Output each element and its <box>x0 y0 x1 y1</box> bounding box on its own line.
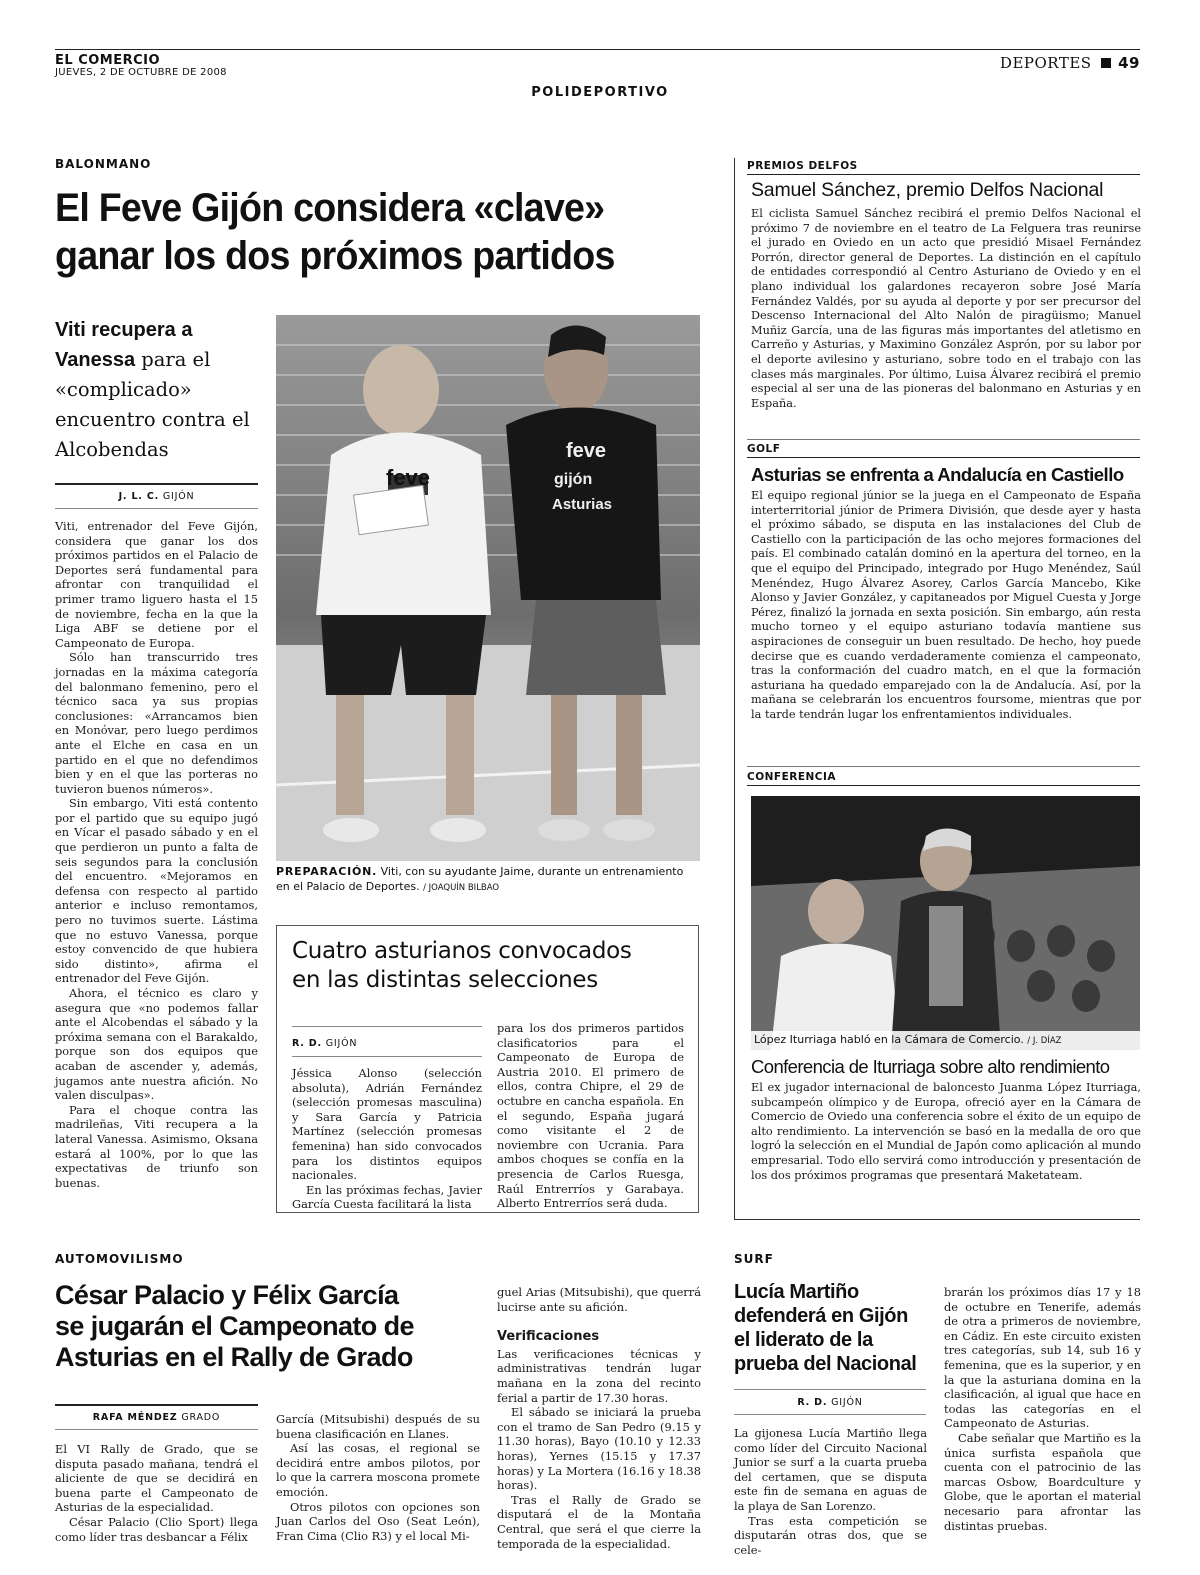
caption-label: PREPARACIÓN. <box>276 865 378 878</box>
page-number: 49 <box>1118 54 1140 72</box>
asturianos-headline <box>292 937 692 995</box>
balonmano-paragraph: Viti, entrenador del Feve Gijón, considera que ganar los dos próximos partidos en el Palacio de Deportes será fundamental para afrontar con tranquilidad el primer tramo liguero hasta el 15 de noviembre, fecha en la que la Liga ABF se detiene por el Campeonato de Europa. <box>55 519 258 650</box>
page-square-icon <box>1101 58 1111 68</box>
balonmano-subheadline <box>55 315 265 465</box>
shirt-logo-gijon: gijón <box>554 471 593 488</box>
conference-photo-illustration <box>751 796 1140 1050</box>
automovilismo-headline <box>55 1280 495 1373</box>
balonmano-photo <box>276 315 700 861</box>
balonmano-subheadline-bold: Viti recupera a Vanessa <box>55 319 193 371</box>
automovilismo-paragraph: César Palacio (Clio Sport) llega como líder tras desbancar a Félix <box>55 1514 258 1544</box>
automovilismo-col-2 <box>276 1412 480 1543</box>
surf-headline <box>734 1280 934 1376</box>
masthead-paper-name: EL COMERCIO <box>55 53 161 68</box>
surf-paragraph: Tras esta competición se disputarán otras dos, que se cele- <box>734 1513 927 1557</box>
conferencia-photo <box>751 796 1140 1050</box>
asturianos-paragraph: En las próximas fechas, Javier García Cuesta facilitará la lista <box>292 1182 482 1212</box>
automovilismo-headline-line-1: César Palacio y Félix García <box>55 1280 399 1310</box>
balonmano-headline-line-1: El Feve Gijón considera «clave» <box>55 186 605 230</box>
conferencia-headline: Conferencia de Iturriaga sobre alto rendimiento <box>751 1056 1110 1077</box>
balonmano-headline <box>55 184 694 280</box>
byline-place: GIJÓN <box>325 1038 358 1049</box>
surf-col-1 <box>734 1426 927 1557</box>
surf-label: SURF <box>734 1252 774 1266</box>
balonmano-paragraph: Sólo han transcurrido tres jornadas en la máxima categoría del balonmano femenino, pero el técnico saca ya sus propias conclusiones: «Arrancamos bien en Monóvar, pero luego perdimos ante el Elche en casa en un partido en el que no defendimos bien y en el que las porteras no tuvieron buenos números». <box>55 650 258 796</box>
asturianos-headline-line-1: Cuatro asturianos convocados <box>292 938 632 964</box>
balonmano-paragraph: Sin embargo, Viti está contento por el partido que su equipo jugó en Vícar el pasado sábado y en el que perdieron un punto a falta de seis segundos para la conclusión del encuentro. «Mejoramos en defensa con respecto al partido anterior e incluso remontamos, pero no tuvimos suerte. Lástima que no estuvo Vanessa, porque estoy convencido de que hubiera sido distinto», afirma el entrenador del Feve Gijón. <box>55 796 258 986</box>
automovilismo-label: AUTOMOVILISMO <box>55 1252 184 1266</box>
automovilismo-byline <box>55 1412 258 1423</box>
balonmano-label: BALONMANO <box>55 157 152 171</box>
shirt-logo-feve-left: feve <box>386 465 431 490</box>
asturianos-paragraph: Jéssica Alonso (selección absoluta), Adrián Fernández (selección promesas masculina) y Sara García y Patricia Martínez (selección promesas femenina) han sido convocados para los distintos equipos nacionales. <box>292 1066 482 1183</box>
automovilismo-subhead: Verificaciones <box>497 1329 600 1345</box>
byline-author: R. D. <box>797 1397 828 1408</box>
balonmano-paragraph: Ahora, el técnico es claro y asegura que «no podemos fallar ante el Alcobendas el sábado y la próxima semana con el Barakaldo, porque son dos equipos que acaban de ascender y, además, jugamos ante nuestra afición. No valen disculpas». <box>55 986 258 1103</box>
byline-place: GIJÓN <box>831 1397 863 1408</box>
golf-paragraph: El equipo regional júnior se la juega en el Campeonato de España interterritorial júnior de Primera División, que desde ayer y hasta el próximo sábado, se disputa en las instalaciones del Club de Castiello con la participación de las ocho mejores formaciones del país. El combinado catalán dominó en la apertura del torneo, en la que el equipo del Principado, integrado por Hugo Menéndez, Saúl Menéndez, Hugo Álvarez Asorey, Carlos García Mancebo, Kike Alonso y Javier González, y capitaneados por Miguel Cuesta y Jorge Pérez, finalizó la jornada en sexta posición. Sin embargo, aún resta mucho torneo y el equipo asturiano todavía mantiene sus aspiraciones de conseguir un buen resultado. De hecho, hoy puede decirse que es cuando verdaderamente comienza el campeonato, tras la conformación del cuadro match, en el que la formación asturiana ha quedado emparejado con la de Andalucía. Así, por la mañana se celebrarán los encuentros foursome, mientras que por la tarde tendrán lugar los enfrentamientos individuales. <box>751 489 1141 721</box>
asturianos-paragraph: para los dos primeros partidos clasificatorios para el Campeonato de Europa de Austria 2010. El primero de ellos, contra Chipre, el 29 de octubre en cancha española. En el segundo, España jugará como visitante el 2 de noviembre con Ucrania. Para ambos choques se confía en la presencia de Carlos Ruesga, Raúl Entrerríos y Garabaya. Alberto Entrerríos será duda. <box>497 1021 684 1211</box>
surf-byline <box>734 1397 926 1408</box>
automovilismo-headline-line-3: Asturias en el Rally de Grado <box>55 1342 413 1372</box>
balonmano-headline-line-2: ganar los dos próximos partidos <box>55 234 615 278</box>
byline-author: J. L. C. <box>118 491 159 502</box>
masthead-date: JUEVES, 2 DE OCTUBRE DE 2008 <box>55 67 227 78</box>
asturianos-byline <box>292 1038 357 1049</box>
training-photo-illustration <box>276 315 700 861</box>
caption-text: López Iturriaga habló en la Cámara de Comercio. <box>754 1033 1024 1046</box>
balonmano-photo-caption <box>276 864 700 896</box>
surf-headline-line-1: Lucía Martiño <box>734 1281 859 1303</box>
surf-paragraph: brarán los próximos días 17 y 18 de octubre en Tenerife, además de otra a primeros de noviembre, en Cádiz. En este circuito existen tres categorías, sub 14, sub 16 y femenina, que es la superior, y en la que la asturiana domina en la clasificación, al igual que hace en todas las categorías en el Campeonato de Asturias. <box>944 1285 1141 1431</box>
shirt-logo-feve-right: feve <box>566 440 607 462</box>
balonmano-subheadline-rest: para el «complicado» encuentro contra el Alcobendas <box>55 348 250 461</box>
asturianos-col-1 <box>292 1066 482 1212</box>
automovilismo-paragraph: García (Mitsubishi) después de su buena clasificación en Llanes. <box>276 1412 480 1441</box>
conferencia-caption <box>751 1031 1140 1050</box>
masthead-section <box>980 54 1140 72</box>
delfos-label: PREMIOS DELFOS <box>747 160 858 172</box>
byline-author: R. D. <box>292 1038 322 1049</box>
caption-credit: / J. DÍAZ <box>1027 1036 1062 1046</box>
surf-paragraph: La gijonesa Lucía Martiño llega como líder del Circuito Nacional Junior se surf a la cuarta prueba del certamen, que se disputa este fin de semana en aguas de la playa de San Lorenzo. <box>734 1426 927 1513</box>
asturianos-headline-line-2: en las distintas selecciones <box>292 967 598 993</box>
automovilismo-headline-line-2: se jugarán el Campeonato de <box>55 1311 414 1341</box>
surf-headline-line-4: prueba del Nacional <box>734 1353 917 1375</box>
caption-text: Viti, con su ayudante Jaime, durante un entrenamiento en el Palacio de Deportes. <box>276 865 684 893</box>
byline-place: GRADO <box>181 1412 221 1423</box>
surf-headline-line-2: defenderá en Gijón <box>734 1305 908 1327</box>
automovilismo-col-3 <box>497 1285 701 1551</box>
conferencia-paragraph: El ex jugador internacional de baloncesto Juanma López Iturriaga, subcampeón olímpico y de Europa, ofreció ayer en la Cámara de Comercio de Oviedo una conferencia sobre el éxito de un equipo de alto rendimiento. La intervención se basó en la medalla de oro que logró la selección en el Mundial de Japón como aplicación al mundo empresarial. Todo ello servirá como introducción y presentación de los dos próximos programas que presentará Maketateam. <box>751 1081 1141 1182</box>
subsection-title: POLIDEPORTIVO <box>531 85 669 100</box>
golf-label: GOLF <box>747 443 781 455</box>
automovilismo-paragraph: Así las cosas, el regional se decidirá entre ambos pilotos, por lo que la carrera moscona promete emoción. <box>276 1441 480 1499</box>
automovilismo-paragraph: guel Arias (Mitsubishi), que querrá lucirse ante su afición. <box>497 1285 701 1314</box>
shirt-logo-asturias: Asturias <box>552 496 613 513</box>
conferencia-label: CONFERENCIA <box>747 771 837 783</box>
balonmano-body <box>55 519 258 1190</box>
golf-body <box>751 489 1141 723</box>
section-name: DEPORTES <box>999 54 1092 72</box>
automovilismo-col-1 <box>55 1442 258 1544</box>
surf-col-2 <box>944 1285 1141 1533</box>
automovilismo-paragraph: Las verificaciones técnicas y administrativas tendrán lugar mañana en la zona del recinto ferial a partir de 17.30 horas. <box>497 1346 701 1405</box>
asturianos-col-2 <box>497 1021 684 1211</box>
surf-paragraph: Cabe señalar que Martiño es la única surfista española que cuenta con el patrocinio de las marcas Osbow, Boardculture y Globe, que le aportan el material necesario para afrontar las distintas pruebas. <box>944 1430 1141 1533</box>
caption-credit: / JOAQUÍN BILBAO <box>423 883 500 893</box>
automovilismo-paragraph: Tras el Rally de Grado se disputará el de la Montaña Central, que será el que cierre la temporada de la especialidad. <box>497 1492 701 1551</box>
conferencia-body <box>751 1081 1141 1183</box>
balonmano-paragraph: Para el choque contra las madrileñas, Viti recupera a la lateral Vanessa. Asimismo, Oksana estará al 100%, por lo que las expectativas de triunfo son buenas. <box>55 1102 258 1190</box>
surf-headline-line-3: el liderato de la <box>734 1329 873 1351</box>
balonmano-byline <box>55 491 258 502</box>
delfos-headline: Samuel Sánchez, premio Delfos Nacional <box>751 179 1104 201</box>
automovilismo-paragraph: Otros pilotos con opciones son Juan Carlos del Oso (Seat León), Fran Cima (Clio R3) y el local Mi- <box>276 1499 480 1543</box>
golf-headline: Asturias se enfrenta a Andalucía en Castiello <box>751 464 1124 485</box>
delfos-body <box>751 207 1141 411</box>
byline-author: RAFA MÉNDEZ <box>92 1412 178 1423</box>
automovilismo-paragraph: El VI Rally de Grado, que se disputa pasado mañana, tendrá el aliciente de que se decidirá en buena parte el Campeonato de Asturias de la especialidad. <box>55 1442 258 1515</box>
byline-place: GIJÓN <box>162 491 195 502</box>
automovilismo-paragraph: El sábado se iniciará la prueba con el tramo de San Pedro (9.15 y 11.30 horas), Bayo (10.10 y 12.33 horas), Yernes (15.15 y 17.37 horas) y La Mortera (16.16 y 18.38 horas). <box>497 1405 701 1493</box>
delfos-paragraph: El ciclista Samuel Sánchez recibirá el premio Delfos Nacional el próximo 7 de noviembre en el teatro de La Felguera tras reunirse el jurado en Oviedo en un acto que presidió Misael Fernández Porrón, director general de Deportes. La distinción en el capítulo de entidades correspondió al Centro Asturiano de Oviedo y en el plano individual los galardones recayeron sobre José María Fernández Valdés, por su ayuda al deporte y por ser precursor del Descenso Internacional del Alto Nalón de piragüismo; Manuel Muñiz García, una de las figuras más importantes del atletismo en Carreño y Asturias, y Maximino González Asprón, por su labor por el deporte avilesino y asturiano, sobre todo en el trabajo con las clases más marginales. Por último, Luisa Álvarez recibirá el premio especial al ser una de las pioneras del balonmano en Asturias y en España. <box>751 207 1141 410</box>
